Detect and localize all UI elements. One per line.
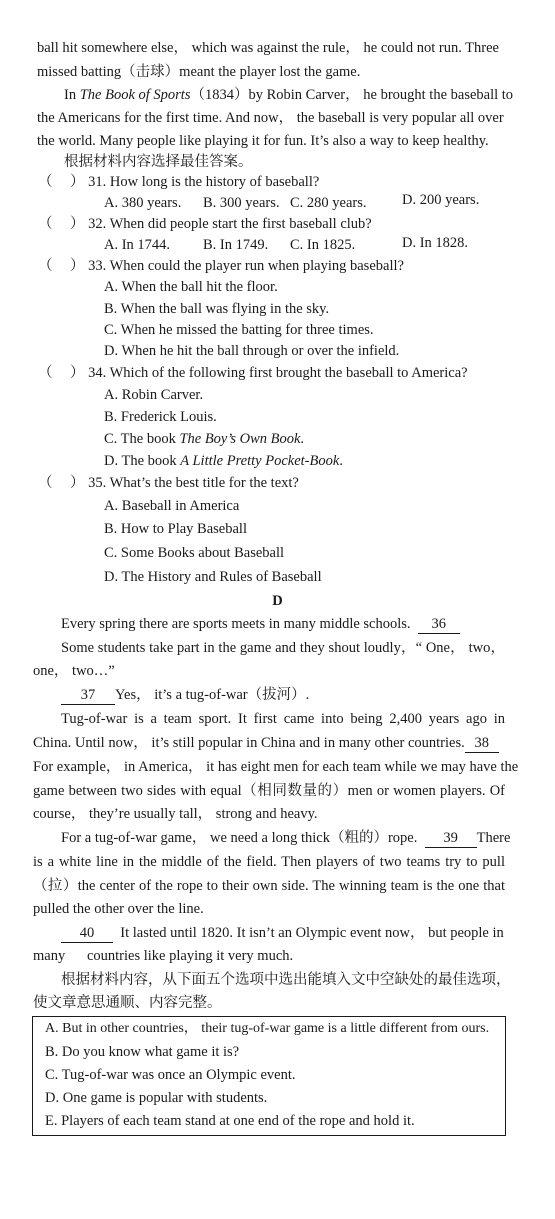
- passage-d-line: For a tug-of-war game， we need a long thick（粗的）rope. 39 There: [61, 830, 511, 846]
- question-stem: ） 35. What’s the best title for the text?: [70, 475, 299, 491]
- question-stem: ） 33. When could the player run when playing baseball?: [70, 258, 404, 274]
- option-a: A. In 1744.: [104, 237, 171, 253]
- option-b: B. When the ball was flying in the sky.: [104, 301, 330, 317]
- section-heading: D: [272, 593, 283, 609]
- option-b: B. In 1749.: [203, 237, 269, 253]
- passage-d-line: 40 It lasted until 1820. It isn’t an Olympic event now， but people in: [61, 923, 504, 943]
- question-stem: ） 32. When did people start the first baseball club?: [70, 216, 372, 232]
- option-a: A. When the ball hit the floor.: [104, 279, 278, 295]
- passage-c-line: In The Book of Sports（1834）by Robin Carver， he brought the baseball to: [64, 87, 514, 103]
- option-d: D. When he hit the ball through or over the infield.: [104, 343, 400, 359]
- section-instruction: 根据材料内容，从下面五个选项中选出能填入文中空缺处的最佳选项，: [61, 972, 511, 988]
- answer-paren: （: [38, 174, 53, 190]
- option-c: C. Some Books about Baseball: [104, 545, 285, 561]
- passage-d-line: For example， in America， it has eight men for each team while we may have the: [33, 759, 519, 775]
- option-b: B. Frederick Louis.: [104, 409, 217, 425]
- option-b: B. Do you know what game it is?: [45, 1044, 240, 1060]
- book-title: The Book of Sports: [79, 87, 191, 103]
- option-e: E. Players of each team stand at one end of the rope and hold it.: [45, 1113, 415, 1129]
- passage-d-line: Every spring there are sports meets in many middle schools. 36: [61, 614, 460, 634]
- answer-paren: （: [38, 475, 53, 491]
- answer-paren: （: [38, 258, 53, 274]
- blank-37: 37: [61, 687, 115, 705]
- passage-d-line: is a white line in the middle of the field. Then players of two teams try to pull: [33, 854, 505, 870]
- passage-c-line: the Americans for the first time. And now， the baseball is very popular all over: [37, 110, 504, 126]
- book-title: A Little Pretty Pocket-Book: [180, 453, 340, 469]
- option-a: A. Baseball in America: [104, 498, 240, 514]
- option-d: D. One game is popular with students.: [45, 1090, 268, 1106]
- section-instruction: 根据材料内容选择最佳答案。: [64, 154, 253, 170]
- option-d: D. The History and Rules of Baseball: [104, 569, 322, 585]
- blank-40: 40: [61, 925, 113, 943]
- passage-d-line: Some students take part in the game and they shout loudly，“ One， two，: [61, 640, 505, 656]
- option-a: A. 380 years.: [104, 195, 182, 211]
- option-c: C. Tug-of-war was once an Olympic event.: [45, 1067, 296, 1083]
- option-a: A. Robin Carver.: [104, 387, 204, 403]
- question-stem: ） 34. Which of the following first brought the baseball to America?: [70, 365, 468, 381]
- answer-paren: （: [38, 365, 53, 381]
- option-d: D. The book A Little Pretty Pocket-Book.: [104, 453, 343, 469]
- passage-c-line: missed batting（击球）meant the player lost the game.: [37, 64, 361, 80]
- blank-39: 39: [425, 830, 477, 848]
- option-c: C. In 1825.: [290, 237, 356, 253]
- blank-38: 38: [465, 735, 499, 753]
- question-stem: ） 31. How long is the history of baseball?: [70, 174, 320, 190]
- option-c: C. The book The Boy’s Own Book.: [104, 431, 305, 447]
- option-a: A. But in other countries， their tug-of-war game is a little different from ours.: [45, 1021, 490, 1036]
- passage-d-line: many countries like playing it very much.: [33, 948, 294, 964]
- passage-d-line: pulled the other over the line.: [33, 901, 204, 917]
- passage-d-line: one， two…”: [33, 663, 115, 679]
- passage-d-line: course， they’re usually tall， strong and heavy.: [33, 806, 318, 822]
- passage-d-line: Tug-of-war is a team sport. It first came into being 2,400 years ago in: [61, 711, 505, 727]
- passage-d-line: China. Until now， it’s still popular in China and in many other countries. 38: [33, 733, 499, 753]
- option-d: D. 200 years.: [402, 192, 480, 208]
- option-b: B. 300 years.: [203, 195, 280, 211]
- blank-36: 36: [418, 616, 460, 634]
- option-c: C. 280 years.: [290, 195, 367, 211]
- option-d: D. In 1828.: [402, 235, 469, 251]
- passage-d-line: 37 Yes， it’s a tug-of-war（拔河）.: [61, 685, 309, 705]
- book-title: The Boy’s Own Book: [179, 431, 301, 447]
- passage-c-line: ball hit somewhere else， which was against the rule， he could not run. Three: [37, 40, 499, 56]
- passage-d-line: game between two sides with equal（相同数量的）men or women players. Of: [33, 783, 505, 799]
- passage-c-line: the world. Many people like playing it for fun. It’s also a way to keep healthy.: [37, 133, 489, 149]
- option-c: C. When he missed the batting for three times.: [104, 322, 374, 338]
- option-b: B. How to Play Baseball: [104, 521, 247, 537]
- answer-paren: （: [38, 216, 53, 232]
- passage-d-line: （拉）the center of the rope to their own side. The winning team is the one that: [33, 878, 505, 894]
- section-instruction: 使文章意思通顺、内容完整。: [33, 995, 222, 1011]
